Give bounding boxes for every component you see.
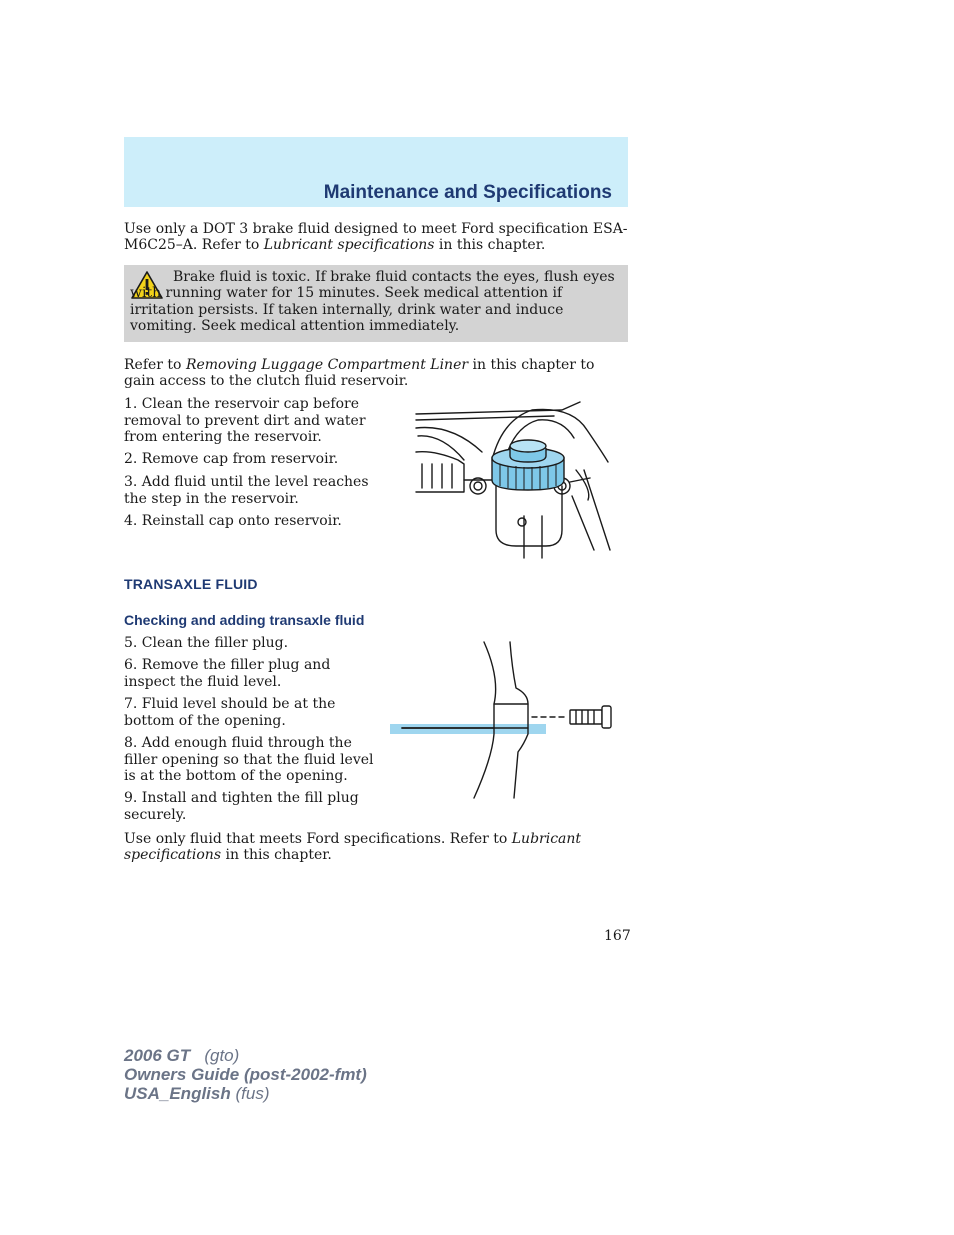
footer-model: 2006 GT <box>124 1046 191 1065</box>
refer-text-end: in this chapter to gain access to the clutch fluid reservoir. <box>124 357 595 390</box>
section-header-band <box>124 137 628 207</box>
section-title: Maintenance and Specifications <box>323 182 612 203</box>
section-heading: TRANSAXLE FLUID <box>124 576 258 592</box>
brake-step-1: 1. Clean the reservoir cap before removal to prevent dirt and water from entering the reservoir. <box>124 396 366 445</box>
transaxle-step-5: 5. Clean the filler plug. <box>124 635 289 651</box>
closing-text: Use only fluid that meets Ford specifications. Refer to <box>124 831 512 847</box>
transaxle-step-9: 9. Install and tighten the fill plug securely. <box>124 790 359 823</box>
warning-box <box>124 265 628 342</box>
transaxle-step-7: 7. Fluid level should be at the bottom of the opening. <box>124 696 336 729</box>
closing-paragraph <box>124 831 628 864</box>
refer-paragraph <box>124 357 628 390</box>
intro-text-end: in this chapter. <box>434 237 546 254</box>
footer-line-3 <box>124 1084 367 1103</box>
footer-model-code: (gto) <box>204 1046 240 1065</box>
lubricant-spec-reference-2: Lubricant specifications <box>124 831 582 864</box>
transaxle-fill-plug-illustration <box>388 638 618 804</box>
brake-step-2: 2. Remove cap from reservoir. <box>124 451 339 467</box>
brake-step-3: 3. Add fluid until the level reaches the step in the reservoir. <box>124 474 369 507</box>
subsection-heading: Checking and adding transaxle fluid <box>124 612 365 628</box>
document-footer <box>124 1046 367 1103</box>
closing-text-end: in this chapter. <box>221 847 332 864</box>
lubricant-spec-reference: Lubricant specifications <box>263 237 435 254</box>
reservoir-cap <box>492 440 564 490</box>
luggage-liner-reference: Removing Luggage Compartment Liner <box>185 357 469 373</box>
transaxle-step-6: 6. Remove the filler plug and inspect the fluid level. <box>124 657 331 690</box>
footer-line-1 <box>124 1046 367 1065</box>
transaxle-step-8: 8. Add enough fluid through the filler opening so that the fluid level is at the bottom of the opening. <box>124 735 374 784</box>
refer-text: Refer to <box>124 357 186 373</box>
footer-line-2: Owners Guide (post-2002-fmt) <box>124 1065 367 1084</box>
intro-paragraph <box>124 221 628 254</box>
brake-reservoir-illustration <box>412 400 612 560</box>
fluid-level-band <box>390 724 546 734</box>
filler-plug-icon <box>570 706 611 728</box>
footer-language-code: (fus) <box>235 1084 270 1103</box>
footer-language: USA_English <box>124 1084 231 1103</box>
brake-step-4: 4. Reinstall cap onto reservoir. <box>124 513 342 529</box>
intro-text: Use only a DOT 3 brake fluid designed to meet Ford specification ESA-M6C25–A. Refer to <box>124 221 628 254</box>
warning-text-block <box>130 269 622 334</box>
warning-text: Brake fluid is toxic. If brake fluid contacts the eyes, flush eyes with running water for 15 minutes. Seek medical attention if irritation persists. If taken internally, drink water and induce vomiting. Seek medical attention immediately. <box>130 269 615 334</box>
page-number: 167 <box>604 928 631 944</box>
